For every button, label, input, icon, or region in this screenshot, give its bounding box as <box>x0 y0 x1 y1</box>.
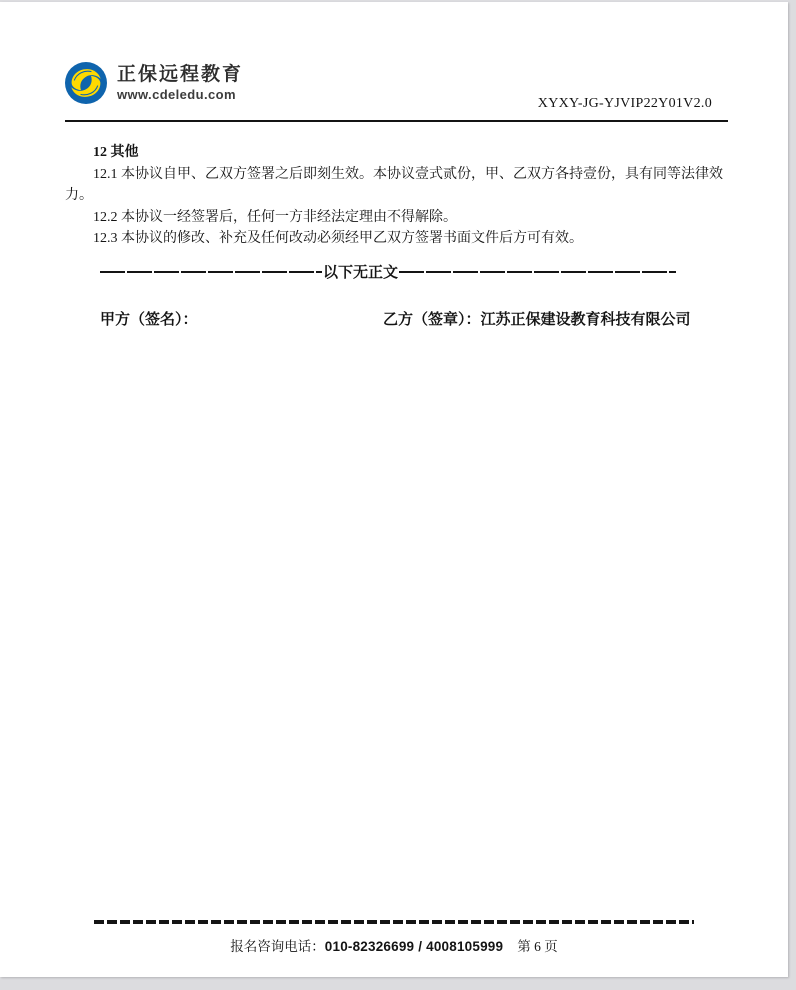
end-of-text-divider <box>100 262 676 282</box>
brand-logo-icon <box>65 62 107 104</box>
footer-phone-label: 报名咨询电话： <box>230 939 325 954</box>
header-rule <box>65 120 728 122</box>
footer-phone-numbers: 010-82326699 / 4008105999 <box>324 939 504 954</box>
brand-url: www.cdeledu.com <box>117 87 236 102</box>
brand-block <box>117 62 243 103</box>
footer-text <box>0 935 788 955</box>
clause-12-3: 12.3 本协议的修改、补充及任何改动必须经甲乙双方签署书面文件后方可有效。 <box>93 231 583 246</box>
party-b-seal-label <box>383 308 691 329</box>
party-b-label: 乙方（签章）： <box>383 311 481 328</box>
page-footer <box>0 920 788 955</box>
signature-row <box>65 308 728 330</box>
party-a-signature-label: 甲方（签名）： <box>100 311 198 328</box>
party-b-company-name: 江苏正保建设教育科技有限公司 <box>480 311 691 328</box>
page-header <box>65 62 728 111</box>
contract-body <box>65 142 728 250</box>
brand-name: 正保远程教育 <box>117 64 244 85</box>
divider-dash-right <box>399 271 676 273</box>
end-of-text-label: 以下无正文 <box>323 265 399 281</box>
footer-rule <box>94 920 694 924</box>
clause-12-2: 12.2 本协议一经签署后，任何一方非经法定理由不得解除。 <box>93 209 457 225</box>
section-heading: 12 其他 <box>93 145 139 160</box>
footer-page-number: 第 6 页 <box>517 939 558 954</box>
clause-12-1: 12.1 本协议自甲、乙双方签署之后即刻生效。本协议壹式贰份，甲、乙双方各持壹份，具有同等法律效力。 <box>65 166 723 203</box>
divider-dash-left <box>100 271 322 273</box>
document-page <box>0 2 788 977</box>
doc-code: XYXY-JG-YJVIP22Y01V2.0 <box>537 96 712 111</box>
